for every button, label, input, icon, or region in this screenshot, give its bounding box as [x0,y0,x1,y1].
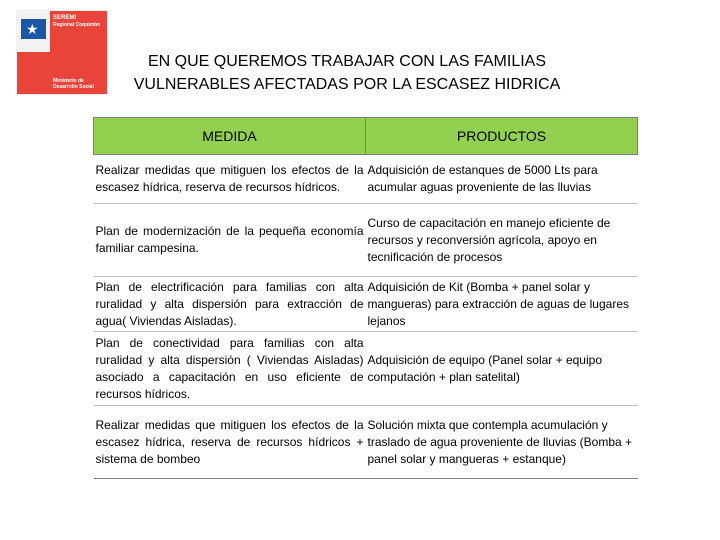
table-row [94,204,638,277]
logo-ministry-text: Ministerio de [53,78,84,84]
ministry-logo [17,11,107,94]
producto-cell: Adquisición de estanques de 5000 Lts para acumular aguas proveniente de las lluvias [366,155,638,204]
producto-cell: Adquisición de Kit (Bomba + panel solar y mangueras) para extracción de aguas de lugares lejanos [366,277,638,332]
logo-text-band [50,11,107,94]
page-title-line-2: VULNERABLES AFECTADAS POR LA ESCASEZ HIDRICA [133,76,561,93]
chile-flag-emblem [17,11,50,94]
measures-table [93,117,638,479]
producto-cell: Curso de capacitación en manejo eficiente de recursos y reconversión agrícola, apoyo en tecnificación de procesos [366,204,638,277]
medida-cell: Plan de conectividad para familias con alta ruralidad y alta dispersión ( Viviendas Aisladas) asociado a capacitación en uso eficiente de recursos hídricos. [94,332,366,406]
table-row [94,406,638,479]
logo-seremi-text: SEREMI [53,15,77,21]
table-header-row [94,118,638,155]
producto-cell: Solución mixta que contempla acumulación y traslado de agua proveniente de lluvias (Bomba + panel solar y mangueras + estanque) [366,406,638,479]
table-row [94,155,638,204]
star-icon: ★ [26,21,39,37]
logo-ministry-text-2: Desarrollo Social [53,84,94,90]
medida-cell: Plan de modernización de la pequeña economía familiar campesina. [94,204,366,277]
producto-cell: Adquisición de equipo (Panel solar + equipo computación + plan satelital) [366,332,638,406]
logo-region-text: Regional Coquimbo [53,22,101,28]
header-medida: MEDIDA [94,118,366,155]
medida-cell: Plan de electrificación para familias con alta ruralidad y alta dispersión para extracción de agua( Viviendas Aisladas). [94,277,366,332]
medida-cell: Realizar medidas que mitiguen los efectos de la escasez hídrica, reserva de recursos hídricos + sistema de bombeo [94,406,366,479]
medida-cell: Realizar medidas que mitiguen los efectos de la escasez hídrica, reserva de recursos hídricos. [94,155,366,204]
page-title-line-1: EN QUE QUEREMOS TRABAJAR CON LAS FAMILIAS [147,53,546,70]
table-row [94,277,638,332]
header-productos: PRODUCTOS [366,118,638,155]
table-row [94,332,638,406]
page-title [112,50,582,96]
